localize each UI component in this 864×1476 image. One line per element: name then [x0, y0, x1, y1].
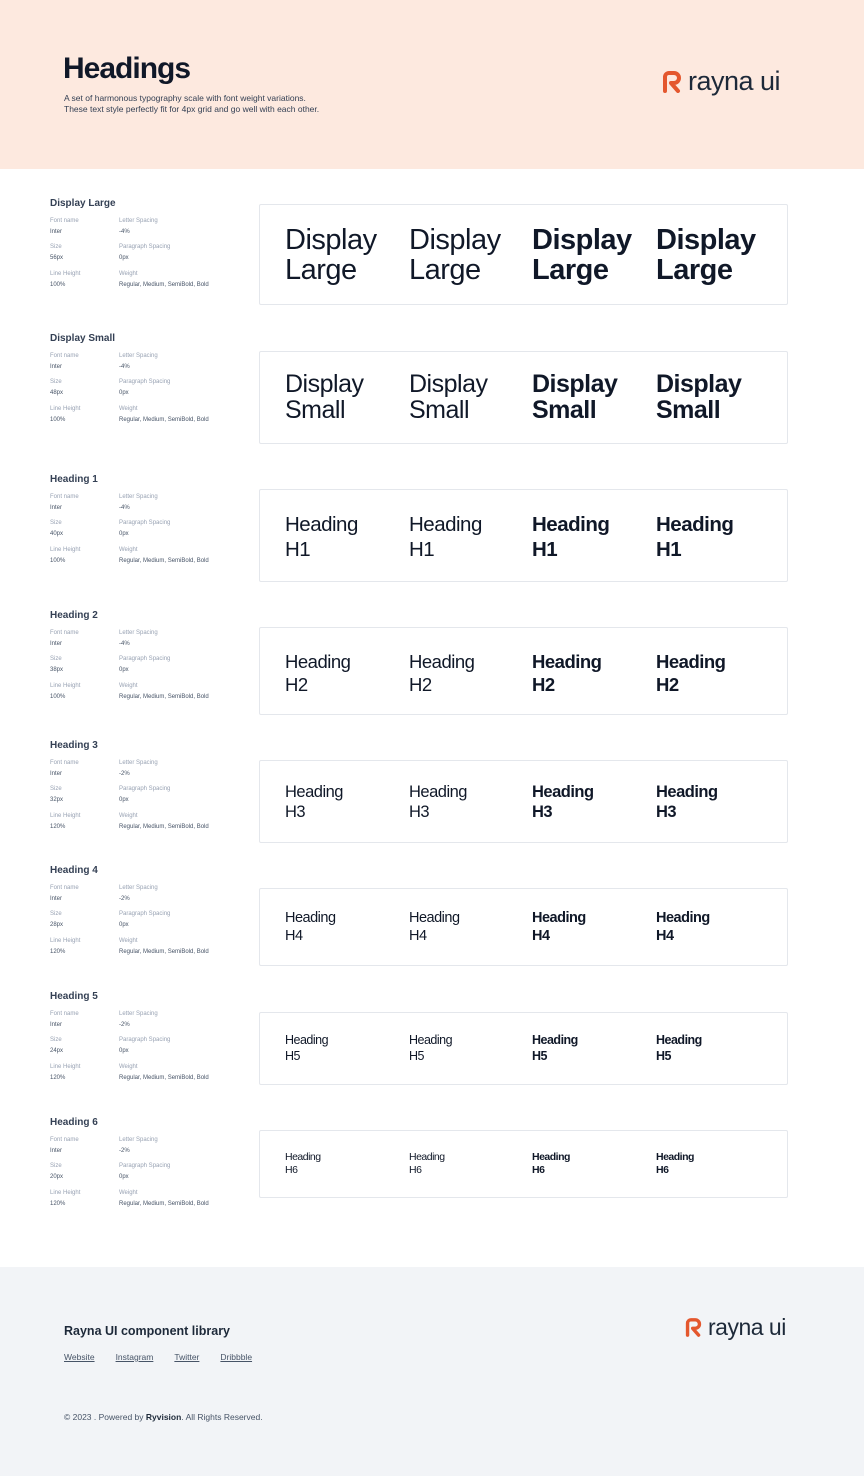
spec-label: Size	[50, 656, 62, 662]
spec-label: Font name	[50, 630, 79, 636]
spec-value: Inter	[50, 505, 63, 511]
sample-line-1: Heading	[285, 910, 336, 926]
sample-line-2: H5	[656, 1048, 671, 1063]
spec-font-name	[50, 884, 79, 903]
spec-label: Font name	[50, 1011, 79, 1017]
description-line-1: A set of harmonous typography scale with font weight variations.	[64, 93, 306, 103]
sample-medium	[409, 225, 501, 285]
sample-line-1: Heading	[656, 783, 718, 801]
spec-font-name	[50, 759, 79, 778]
style-preview-card	[259, 489, 788, 582]
sample-medium	[409, 512, 482, 562]
spec-line-height	[50, 405, 80, 424]
spec-label: Font name	[50, 760, 79, 766]
sample-regular	[285, 372, 363, 423]
copyright-suffix: . All Rights Reserved.	[181, 1412, 263, 1422]
copyright	[64, 1412, 263, 1422]
sample-line-1: Display	[409, 224, 501, 256]
sample-line-2: H3	[532, 803, 553, 821]
sample-bold	[656, 512, 733, 562]
spec-letter-spacing	[119, 493, 158, 512]
spec-label: Line Height	[50, 547, 81, 553]
sample-line-1: Heading	[656, 651, 726, 672]
sample-line-2: H4	[409, 928, 427, 944]
spec-label: Letter Spacing	[119, 218, 158, 224]
spec-value: -4%	[119, 641, 130, 647]
sample-medium	[409, 1151, 445, 1177]
rayna-logo-icon	[685, 1318, 702, 1337]
sample-line-1: Heading	[285, 513, 358, 536]
sample-bold	[656, 782, 718, 822]
sample-medium	[409, 372, 487, 423]
spec-value: 100%	[50, 558, 66, 564]
sample-medium	[409, 782, 467, 822]
spec-label: Weight	[119, 271, 138, 277]
sample-line-1: Heading	[409, 783, 467, 801]
sample-regular	[285, 1151, 321, 1177]
sample-line-1: Heading	[656, 513, 734, 536]
sample-medium	[409, 1033, 452, 1064]
spec-paragraph-spacing	[119, 910, 170, 929]
spec-label: Paragraph Spacing	[119, 786, 171, 792]
sample-line-1: Heading	[656, 1033, 702, 1047]
spec-label: Paragraph Spacing	[119, 1163, 171, 1169]
style-name: Display Large	[50, 198, 116, 209]
sample-line-2: Small	[532, 395, 597, 424]
sample-line-2: H2	[656, 674, 679, 695]
spec-letter-spacing	[119, 884, 158, 903]
spec-font-name	[50, 217, 79, 236]
sample-line-1: Display	[656, 224, 756, 256]
sample-bold	[656, 650, 725, 696]
sample-line-2: H1	[409, 538, 435, 561]
spec-line-height	[50, 812, 80, 831]
spec-label: Paragraph Spacing	[119, 1037, 171, 1043]
spec-label: Line Height	[50, 1064, 81, 1070]
sample-line-1: Display	[285, 370, 364, 398]
spec-value: Regular, Medium, SemiBold, Bold	[119, 417, 209, 423]
spec-value: -4%	[119, 364, 130, 370]
spec-label: Size	[50, 1037, 62, 1043]
spec-value: 20px	[50, 1174, 64, 1180]
sample-semibold	[532, 782, 594, 822]
sample-line-2: Small	[409, 395, 470, 424]
spec-label: Letter Spacing	[119, 494, 158, 500]
spec-value: Regular, Medium, SemiBold, Bold	[119, 949, 209, 955]
sample-bold	[656, 372, 741, 423]
spec-paragraph-spacing	[119, 655, 170, 674]
sample-regular	[285, 782, 343, 822]
sample-line-1: Heading	[285, 651, 351, 672]
sample-line-2: H6	[656, 1164, 669, 1176]
spec-value: 0px	[119, 1048, 129, 1054]
sample-line-1: Heading	[532, 783, 594, 801]
spec-label: Size	[50, 786, 62, 792]
spec-label: Size	[50, 244, 62, 250]
spec-label: Font name	[50, 494, 79, 500]
spec-value: -4%	[119, 505, 130, 511]
spec-label: Size	[50, 379, 62, 385]
spec-size	[50, 243, 63, 262]
spec-value: Inter	[50, 364, 63, 370]
spec-value: 0px	[119, 1174, 129, 1180]
spec-value: 0px	[119, 667, 129, 673]
sample-line-1: Display	[285, 224, 377, 256]
sample-line-1: Heading	[532, 1033, 578, 1047]
style-name: Heading 4	[50, 865, 98, 876]
sample-line-1: Heading	[409, 1151, 445, 1163]
sample-line-2: H5	[409, 1048, 424, 1063]
sample-line-2: Large	[656, 254, 733, 286]
sample-semibold	[532, 512, 609, 562]
sample-semibold	[532, 225, 632, 285]
sample-line-2: H4	[532, 928, 550, 944]
sample-line-2: H6	[285, 1164, 298, 1176]
spec-label: Weight	[119, 938, 138, 944]
spec-value: 38px	[50, 667, 64, 673]
spec-label: Weight	[119, 1064, 138, 1070]
sample-line-1: Heading	[285, 1151, 321, 1163]
spec-weight	[119, 1189, 209, 1208]
style-name: Display Small	[50, 333, 116, 344]
spec-label: Paragraph Spacing	[119, 911, 171, 917]
spec-value: 32px	[50, 797, 64, 803]
spec-paragraph-spacing	[119, 378, 170, 397]
sample-line-2: H6	[409, 1164, 422, 1176]
sample-medium	[409, 909, 460, 945]
spec-label: Size	[50, 520, 62, 526]
spec-weight	[119, 546, 209, 565]
sample-regular	[285, 225, 377, 285]
spec-value: 56px	[50, 255, 64, 261]
sample-line-1: Heading	[532, 1151, 570, 1163]
spec-label: Paragraph Spacing	[119, 244, 171, 250]
sample-line-2: H2	[409, 674, 432, 695]
sample-line-2: Large	[409, 254, 481, 286]
page-title: Headings	[63, 52, 191, 85]
spec-label: Paragraph Spacing	[119, 520, 171, 526]
sample-regular	[285, 512, 358, 562]
spec-value: 0px	[119, 797, 129, 803]
spec-value: 100%	[50, 417, 66, 423]
spec-value: Inter	[50, 641, 63, 647]
spec-letter-spacing	[119, 1136, 158, 1155]
style-preview-card	[259, 888, 788, 966]
spec-line-height	[50, 937, 80, 956]
sample-line-2: H5	[285, 1048, 300, 1063]
sample-line-1: Heading	[409, 910, 460, 926]
brand-logo	[662, 68, 780, 95]
sample-regular	[285, 1033, 328, 1064]
spec-label: Line Height	[50, 813, 81, 819]
sample-line-2: Large	[285, 254, 357, 286]
spec-label: Size	[50, 911, 62, 917]
spec-value: Regular, Medium, SemiBold, Bold	[119, 1075, 209, 1081]
sample-line-1: Heading	[656, 910, 710, 926]
sample-bold	[656, 1033, 702, 1064]
spec-paragraph-spacing	[119, 1162, 170, 1181]
spec-letter-spacing	[119, 217, 158, 236]
footer-brand-wordmark: rayna ui	[708, 1314, 786, 1340]
spec-weight	[119, 682, 209, 701]
spec-size	[50, 655, 63, 674]
description-line-2: These text style perfectly fit for 4px grid and go well with each other.	[64, 104, 320, 114]
spec-label: Paragraph Spacing	[119, 379, 171, 385]
sample-line-2: H4	[285, 928, 303, 944]
sample-line-1: Heading	[409, 513, 482, 536]
spec-value: Regular, Medium, SemiBold, Bold	[119, 694, 209, 700]
sample-line-1: Display	[532, 370, 618, 398]
sample-bold	[656, 909, 710, 945]
spec-label: Letter Spacing	[119, 760, 158, 766]
spec-value: Inter	[50, 771, 63, 777]
spec-label: Weight	[119, 406, 138, 412]
sample-line-1: Heading	[656, 1151, 694, 1163]
copyright-prefix: © 2023 . Powered by	[64, 1412, 146, 1422]
sample-bold	[656, 225, 756, 285]
sample-line-2: Large	[532, 254, 609, 286]
spec-size	[50, 519, 63, 538]
sample-semibold	[532, 1033, 578, 1064]
spec-value: 120%	[50, 824, 66, 830]
spec-value: -4%	[119, 229, 130, 235]
spec-font-name	[50, 629, 79, 648]
spec-label: Letter Spacing	[119, 1137, 158, 1143]
sample-line-2: H2	[285, 674, 308, 695]
spec-size	[50, 378, 63, 397]
sample-line-1: Heading	[409, 1033, 453, 1047]
spec-label: Weight	[119, 683, 138, 689]
copyright-brand: Ryvision	[145, 1412, 182, 1422]
sample-semibold	[532, 372, 617, 423]
sample-line-2: H1	[532, 538, 558, 561]
spec-line-height	[50, 1063, 80, 1082]
sample-regular	[285, 909, 336, 945]
sample-line-2: Small	[285, 395, 346, 424]
spec-value: 120%	[50, 1201, 66, 1207]
spec-value: Inter	[50, 1148, 63, 1154]
spec-value: Inter	[50, 229, 63, 235]
sample-line-2: H3	[656, 803, 677, 821]
sample-line-2: H3	[285, 803, 306, 821]
spec-line-height	[50, 546, 80, 565]
spec-value: Regular, Medium, SemiBold, Bold	[119, 824, 209, 830]
spec-size	[50, 1162, 63, 1181]
sample-semibold	[532, 1151, 570, 1177]
spec-value: 24px	[50, 1048, 64, 1054]
spec-weight	[119, 812, 209, 831]
spec-label: Weight	[119, 813, 138, 819]
spec-label: Paragraph Spacing	[119, 656, 171, 662]
sample-line-1: Display	[532, 224, 632, 256]
sample-line-2: H5	[532, 1048, 547, 1063]
style-name: Heading 5	[50, 991, 98, 1002]
style-preview-card	[259, 1130, 788, 1198]
spec-value: Regular, Medium, SemiBold, Bold	[119, 558, 209, 564]
page-footer	[0, 1267, 864, 1476]
spec-font-name	[50, 1010, 79, 1029]
spec-weight	[119, 405, 209, 424]
rayna-logo-icon	[662, 71, 682, 93]
spec-letter-spacing	[119, 352, 158, 371]
spec-label: Font name	[50, 885, 79, 891]
spec-value: Inter	[50, 896, 63, 902]
sample-line-1: Heading	[532, 651, 602, 672]
spec-label: Size	[50, 1163, 62, 1169]
spec-value: -2%	[119, 771, 130, 777]
spec-label: Line Height	[50, 271, 81, 277]
sample-line-2: H2	[532, 674, 555, 695]
spec-value: 48px	[50, 390, 64, 396]
spec-label: Font name	[50, 218, 79, 224]
footer-link-website[interactable]: Website	[64, 1352, 95, 1362]
spec-line-height	[50, 270, 80, 289]
spec-value: 28px	[50, 922, 64, 928]
spec-letter-spacing	[119, 759, 158, 778]
spec-value: Regular, Medium, SemiBold, Bold	[119, 282, 209, 288]
spec-size	[50, 1036, 63, 1055]
spec-value: Inter	[50, 1022, 63, 1028]
spec-label: Letter Spacing	[119, 885, 158, 891]
spec-paragraph-spacing	[119, 785, 170, 804]
spec-font-name	[50, 493, 79, 512]
spec-paragraph-spacing	[119, 243, 170, 262]
sample-line-1: Display	[409, 370, 488, 398]
spec-label: Line Height	[50, 683, 81, 689]
spec-value: Regular, Medium, SemiBold, Bold	[119, 1201, 209, 1207]
sample-line-1: Heading	[285, 1033, 329, 1047]
footer-link-dribbble[interactable]: Dribbble	[220, 1352, 253, 1362]
spec-value: -2%	[119, 1148, 130, 1154]
spec-label: Letter Spacing	[119, 630, 158, 636]
spec-label: Line Height	[50, 938, 81, 944]
footer-links	[64, 1352, 273, 1362]
spec-weight	[119, 270, 209, 289]
spec-size	[50, 785, 63, 804]
sample-line-1: Heading	[532, 910, 586, 926]
spec-value: -2%	[119, 896, 130, 902]
sample-line-1: Heading	[285, 783, 343, 801]
spec-size	[50, 910, 63, 929]
spec-value: -2%	[119, 1022, 130, 1028]
spec-label: Font name	[50, 353, 79, 359]
sample-line-2: H1	[285, 538, 311, 561]
sample-medium	[409, 650, 474, 696]
page-header	[0, 0, 864, 169]
spec-label: Letter Spacing	[119, 353, 158, 359]
spec-value: 0px	[119, 390, 129, 396]
style-preview-card	[259, 204, 788, 305]
sample-line-2: H3	[409, 803, 430, 821]
style-name: Heading 2	[50, 610, 98, 621]
style-preview-card	[259, 627, 788, 715]
sample-line-1: Heading	[532, 513, 610, 536]
style-preview-card	[259, 760, 788, 843]
sample-line-2: Small	[656, 395, 721, 424]
sample-bold	[656, 1151, 694, 1177]
spec-weight	[119, 1063, 209, 1082]
spec-label: Letter Spacing	[119, 1011, 158, 1017]
brand-wordmark: rayna ui	[688, 66, 781, 96]
spec-value: 0px	[119, 531, 129, 537]
sample-line-1: Heading	[409, 651, 475, 672]
spec-value: 120%	[50, 949, 66, 955]
spec-weight	[119, 937, 209, 956]
spec-paragraph-spacing	[119, 1036, 170, 1055]
style-name: Heading 6	[50, 1117, 98, 1128]
spec-label: Line Height	[50, 406, 81, 412]
style-preview-card	[259, 351, 788, 444]
spec-line-height	[50, 1189, 80, 1208]
spec-font-name	[50, 1136, 79, 1155]
spec-letter-spacing	[119, 629, 158, 648]
sample-line-2: H4	[656, 928, 674, 944]
spec-value: 100%	[50, 282, 66, 288]
style-name: Heading 3	[50, 740, 98, 751]
spec-font-name	[50, 352, 79, 371]
spec-value: 100%	[50, 694, 66, 700]
footer-title: Rayna UI component library	[64, 1324, 231, 1338]
footer-brand-logo	[685, 1316, 786, 1339]
footer-link-instagram[interactable]: Instagram	[115, 1352, 154, 1362]
spec-value: 40px	[50, 531, 64, 537]
sample-semibold	[532, 909, 586, 945]
sample-semibold	[532, 650, 601, 696]
sample-line-2: H1	[656, 538, 682, 561]
spec-letter-spacing	[119, 1010, 158, 1029]
sample-line-1: Display	[656, 370, 742, 398]
spec-label: Weight	[119, 547, 138, 553]
spec-value: 0px	[119, 255, 129, 261]
style-name: Heading 1	[50, 474, 98, 485]
spec-line-height	[50, 682, 80, 701]
sample-line-2: H6	[532, 1164, 545, 1176]
spec-value: 0px	[119, 922, 129, 928]
spec-label: Weight	[119, 1190, 138, 1196]
page-description	[64, 93, 384, 115]
style-preview-card	[259, 1012, 788, 1085]
spec-value: 120%	[50, 1075, 66, 1081]
spec-paragraph-spacing	[119, 519, 170, 538]
sample-regular	[285, 650, 350, 696]
spec-label: Line Height	[50, 1190, 81, 1196]
footer-link-twitter[interactable]: Twitter	[174, 1352, 200, 1362]
spec-label: Font name	[50, 1137, 79, 1143]
